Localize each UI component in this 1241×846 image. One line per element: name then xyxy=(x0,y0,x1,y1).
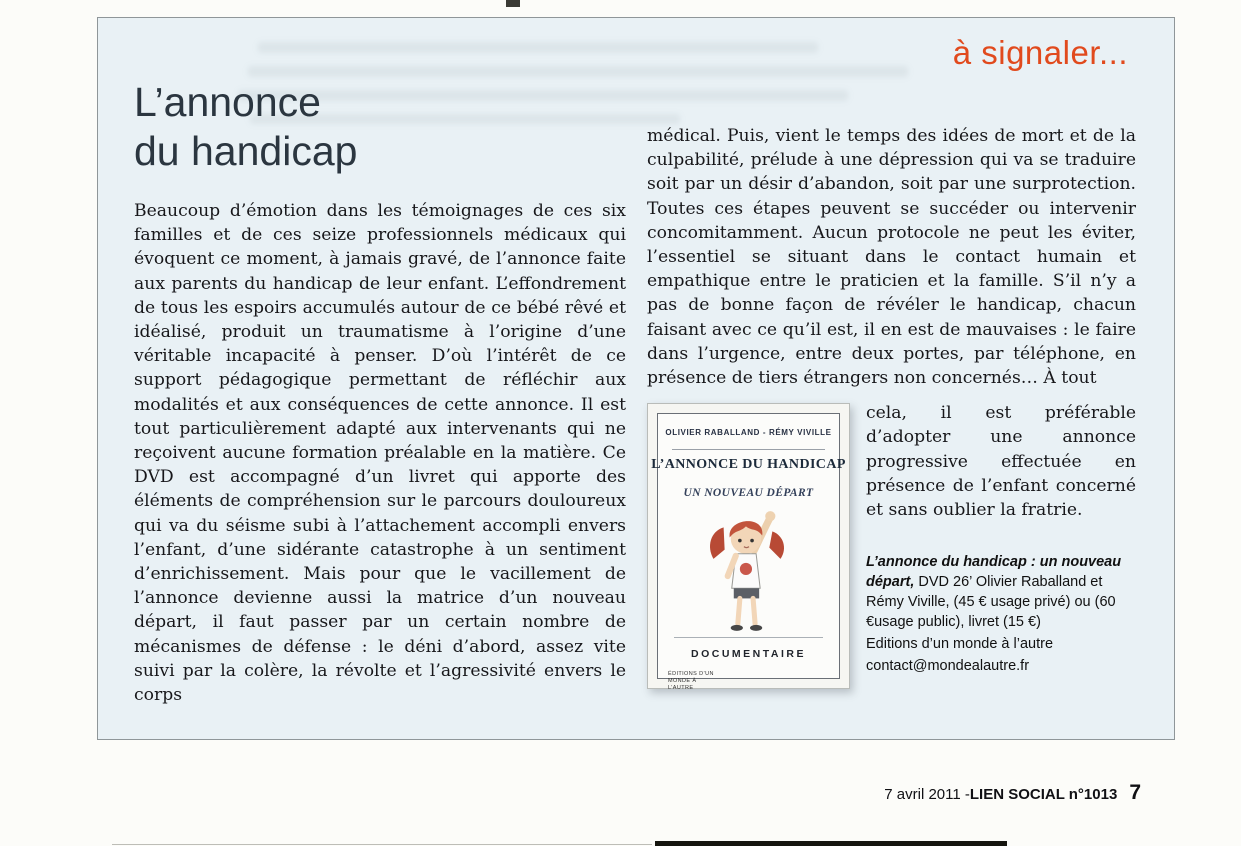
caption-details: DVD 26’ Olivier Raballand et Rémy Viville, (45 € usage privé) ou (60 €usage public), livret (15 €) xyxy=(866,574,1116,631)
scan-artifact-tick xyxy=(506,0,520,7)
article-left-column xyxy=(134,199,626,707)
dvd-divider xyxy=(672,449,824,450)
article-right-column xyxy=(647,124,1136,695)
caption-publisher: Editions d’un monde à l’autre xyxy=(866,636,1054,653)
scan-artifact-line xyxy=(112,844,652,845)
dvd-subtitle: UN NOUVEAU DÉPART xyxy=(683,486,814,499)
scan-artifact-bar xyxy=(655,841,1007,846)
section-tag: à signaler... xyxy=(952,34,1128,71)
dvd-cover-inner xyxy=(651,413,846,692)
article-title-line2: du handicap xyxy=(134,128,358,174)
dvd-media-block xyxy=(647,401,1136,695)
article-body-text: médical. Puis, vient le temps des idées de mort et de la culpabilité, prélude à une dépression qui va se traduire soit par un désir d’abandon, soit par une surprotection. Toutes ces étapes peuvent se succéder ou intervenir concomitamment. Aucun protocole ne peut les éviter, l’essentiel se situant dans le contact humain et empathique entre le praticien et la famille. S’il n’y a pas de bonne façon de révéler le handicap, chacun faisant avec ce qu’il est, il en est de mauvaises : le faire dans l’urgence, entre deux portes, par téléphone, en présence de tiers étrangers non concernés… À tout xyxy=(647,126,1136,389)
article-body-text: Beaucoup d’émotion dans les témoignages de ces six familles et de ces seize professionnels médicaux qui évoquent ce moment, à jamais gravé, de l’annonce faite aux parents du handicap de leur enfant. L’effondrement de tous les espoirs accumulés autour de ce bébé rêvé et idéalisé, produit un traumatisme à l’origine d’une véritable incapacité à penser. D’où l’intérêt de ce support pédagogique permettant de réfléchir aux modalités et aux conséquences de cette annonce. Il est tout particulièrement adapté aux intervenants qui ne reçoivent aucune formation préalable en la matière. Ce DVD est accompagné d’un livret qui apporte des éléments de compréhension sur le parcours douloureux qui va du séisme subi à l’attachement accompli envers l’enfant, d’une sidérante catastrophe à un sentiment d’enrichissement. Mais pour que le vacillement de l’annonce devienne aussi la matrice d’un nouveau départ, il faut passer par un certain nombre de mécanismes de défense : le déni d’abord, assez vite suivi par la colère, la révolte et l’agressivité envers le corps xyxy=(134,201,626,706)
magazine-page-panel xyxy=(97,17,1175,740)
article-body-text-wrapped: cela, il est préférable d’adopter une annonce progressive effectuée en présence de l’enfant concerné et sans oublier la fratrie. xyxy=(866,403,1136,521)
dvd-bottom-strip xyxy=(662,671,835,694)
article-title-line1: L’annonce xyxy=(134,79,321,125)
dvd-genre-label: DOCUMENTAIRE xyxy=(674,637,823,666)
footer-journal-title: LIEN SOCIAL n°1013 xyxy=(969,786,1118,803)
caption-title: L’annonce du handicap : un nouveau départ, xyxy=(866,554,1122,591)
article-title xyxy=(134,78,357,176)
dvd-title: L’ANNONCE DU HANDICAP xyxy=(651,457,846,473)
showthrough-ghosting xyxy=(248,66,908,77)
dvd-authors: OLIVIER RABALLAND - RÉMY VIVILLE xyxy=(665,428,832,438)
showthrough-ghosting xyxy=(258,42,818,53)
footer-date: 7 avril 2011 - xyxy=(884,786,970,803)
dvd-publisher-logo: ÉDITIONS D’UN MONDE À L’AUTRE xyxy=(668,671,714,692)
dvd-cover-image xyxy=(647,403,850,692)
footer-page-number: 7 xyxy=(1129,781,1141,804)
dvd-cover-illustration xyxy=(662,505,835,637)
page-footer xyxy=(884,781,1141,805)
caption-email: contact@mondealautre.fr xyxy=(866,658,1030,675)
